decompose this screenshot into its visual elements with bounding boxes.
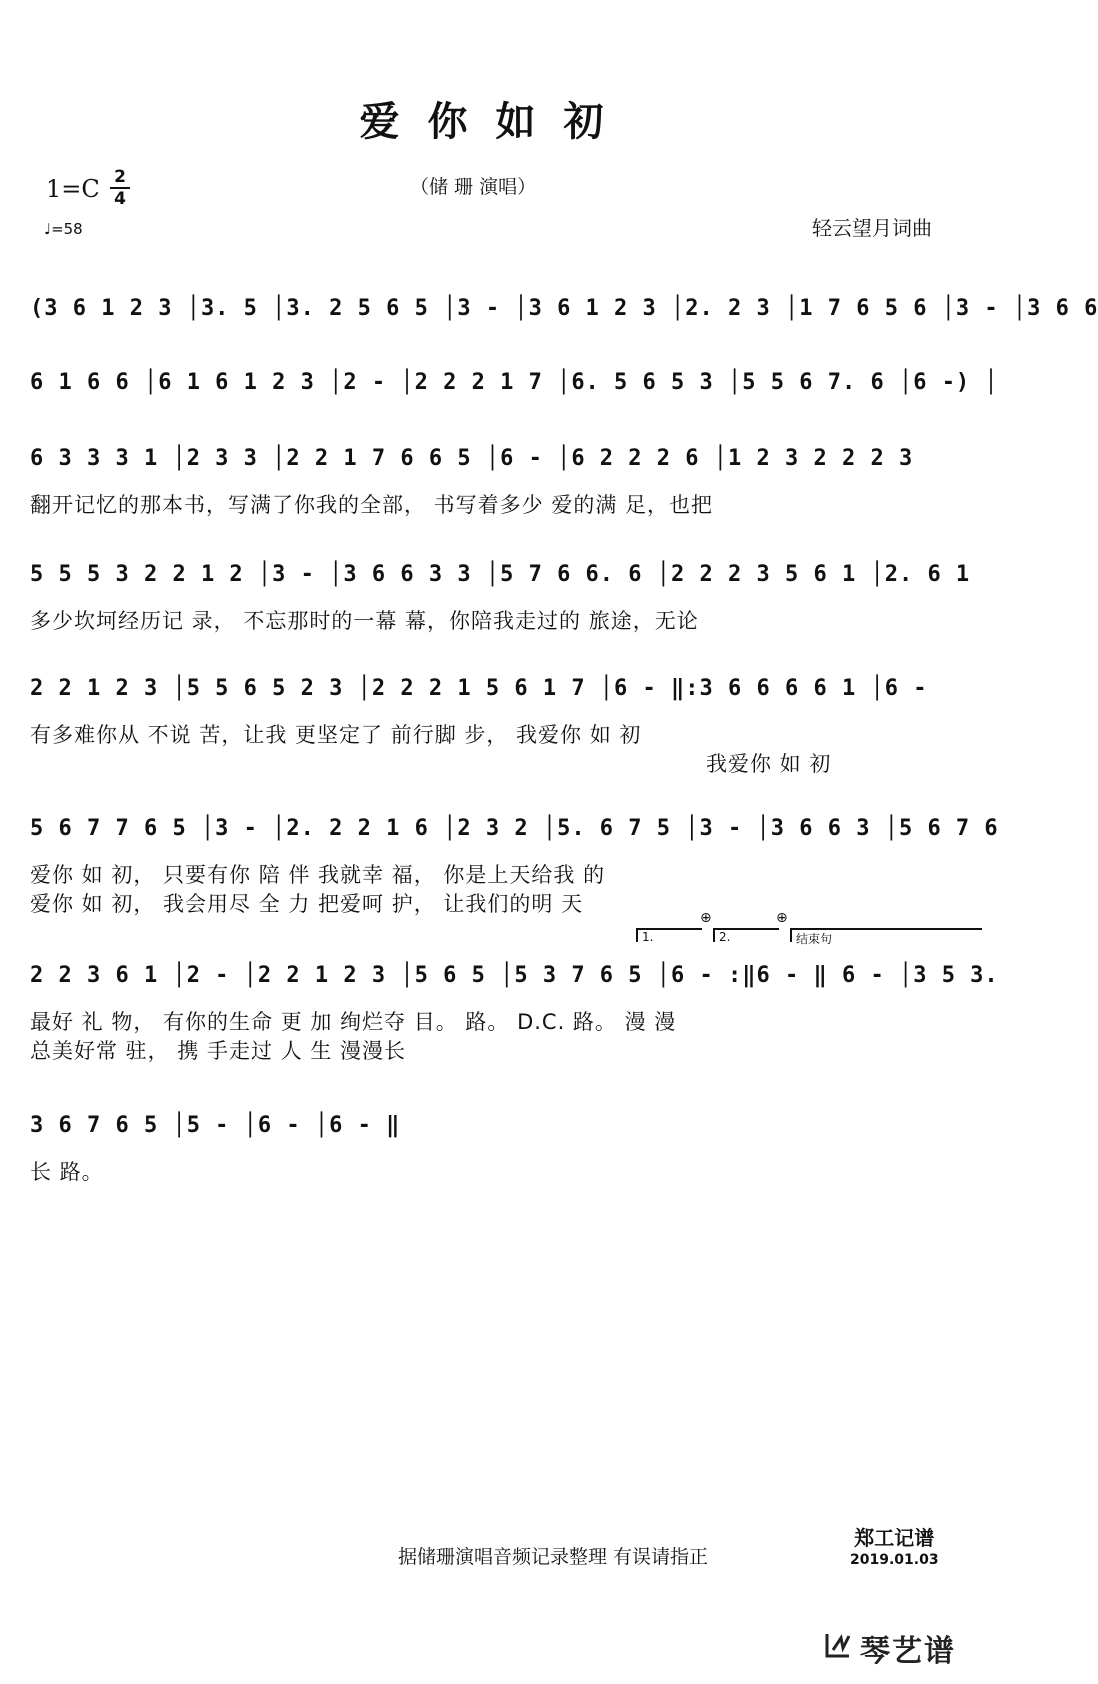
lyric-row-4: 多少坎坷经历记 录， 不忘那时的一幕 幕，你陪我走过的 旅途，无论 bbox=[30, 609, 699, 633]
lyric-row-6b: 爱你 如 初， 我会用尽 全 力 把爱呵 护， 让我们的明 天 bbox=[30, 892, 584, 916]
notation-row-3: 6 3 3 3 1 │2 3 3 │2 2 1 7 6 6 5 │6 - │6 2 2 2 6 │1 2 3 2 2 2 3 bbox=[30, 446, 914, 471]
lyric-row-5b: 我爱你 如 初 bbox=[706, 752, 832, 776]
composer-credit: 轻云望月词曲 bbox=[812, 216, 932, 240]
singer-credit: （储 珊 演唱） bbox=[410, 176, 537, 198]
lyric-row-7: 最好 礼 物， 有你的生命 更 加 绚烂夺 目。 路。 D.C. 路。 漫 漫 bbox=[30, 1010, 677, 1034]
transcriber-stamp bbox=[850, 1527, 939, 1571]
lyric-row-5: 有多难你从 不说 苦，让我 更坚定了 前行脚 步， 我爱你 如 初 bbox=[30, 723, 642, 747]
coda-icon: ⊕ bbox=[776, 910, 788, 926]
brand-logo-icon bbox=[823, 1630, 853, 1660]
volta-second: 2. bbox=[713, 928, 779, 942]
transcriber-date: 2019.01.03 bbox=[850, 1552, 939, 1568]
transcriber-name: 郑工记谱 bbox=[854, 1526, 935, 1550]
notation-row-1: (3 6 1 2 3 │3. 5 │3. 2 5 6 5 │3 - │3 6 1 2 3 │2. 2 3 │1 7 6 5 6 │3 - │3 6 6 bbox=[30, 296, 1098, 321]
key-signature: 1=C bbox=[46, 175, 100, 203]
time-signature bbox=[110, 168, 130, 208]
lyric-row-6: 爱你 如 初， 只要有你 陪 伴 我就幸 福， 你是上天给我 的 bbox=[30, 863, 606, 887]
lyric-row-3: 翻开记忆的那本书，写满了你我的全部， 书写着多少 爱的满 足，也把 bbox=[30, 493, 714, 517]
volta-first: 1. bbox=[636, 928, 702, 942]
lyric-row-8: 长 路。 bbox=[30, 1160, 104, 1184]
song-title: 爱你如初 bbox=[359, 98, 632, 145]
notation-row-7: 2 2 3 6 1 │2 - │2 2 1 2 3 │5 6 5 │5 3 7 6 5 │6 - :‖6 - ‖ 6 - │3 5 3. bbox=[30, 963, 999, 988]
tempo-marking: ♩=58 bbox=[44, 220, 83, 238]
time-signature-top: 2 bbox=[114, 167, 126, 187]
notation-row-8: 3 6 7 6 5 │5 - │6 - │6 - ‖ bbox=[30, 1113, 401, 1138]
notation-row-5: 2 2 1 2 3 │5 5 6 5 2 3 │2 2 2 1 5 6 1 7 │6 - ‖:3 6 6 6 6 1 │6 - bbox=[30, 676, 928, 701]
notation-row-2: 6 1 6 6 │6 1 6 1 2 3 │2 - │2 2 2 1 7 │6. 5 6 5 3 │5 5 6 7. 6 │6 -) │ bbox=[30, 370, 999, 395]
notation-row-4: 5 5 5 3 2 2 1 2 │3 - │3 6 6 3 3 │5 7 6 6. 6 │2 2 2 3 5 6 1 │2. 6 1 bbox=[30, 562, 971, 587]
brand-name: 琴艺谱 bbox=[860, 1634, 956, 1669]
time-signature-bottom: 4 bbox=[114, 189, 126, 209]
volta-ending: 结束句 bbox=[790, 928, 982, 942]
lyric-row-7b: 总美好常 驻， 携 手走过 人 生 漫漫长 bbox=[30, 1039, 407, 1063]
coda-icon: ⊕ bbox=[700, 910, 712, 926]
notation-row-6: 5 6 7 7 6 5 │3 - │2. 2 2 1 6 │2 3 2 │5. 6 7 5 │3 - │3 6 6 3 │5 6 7 6 bbox=[30, 816, 999, 841]
footer-note: 据储珊演唱音频记录整理 有误请指正 bbox=[398, 1546, 709, 1568]
